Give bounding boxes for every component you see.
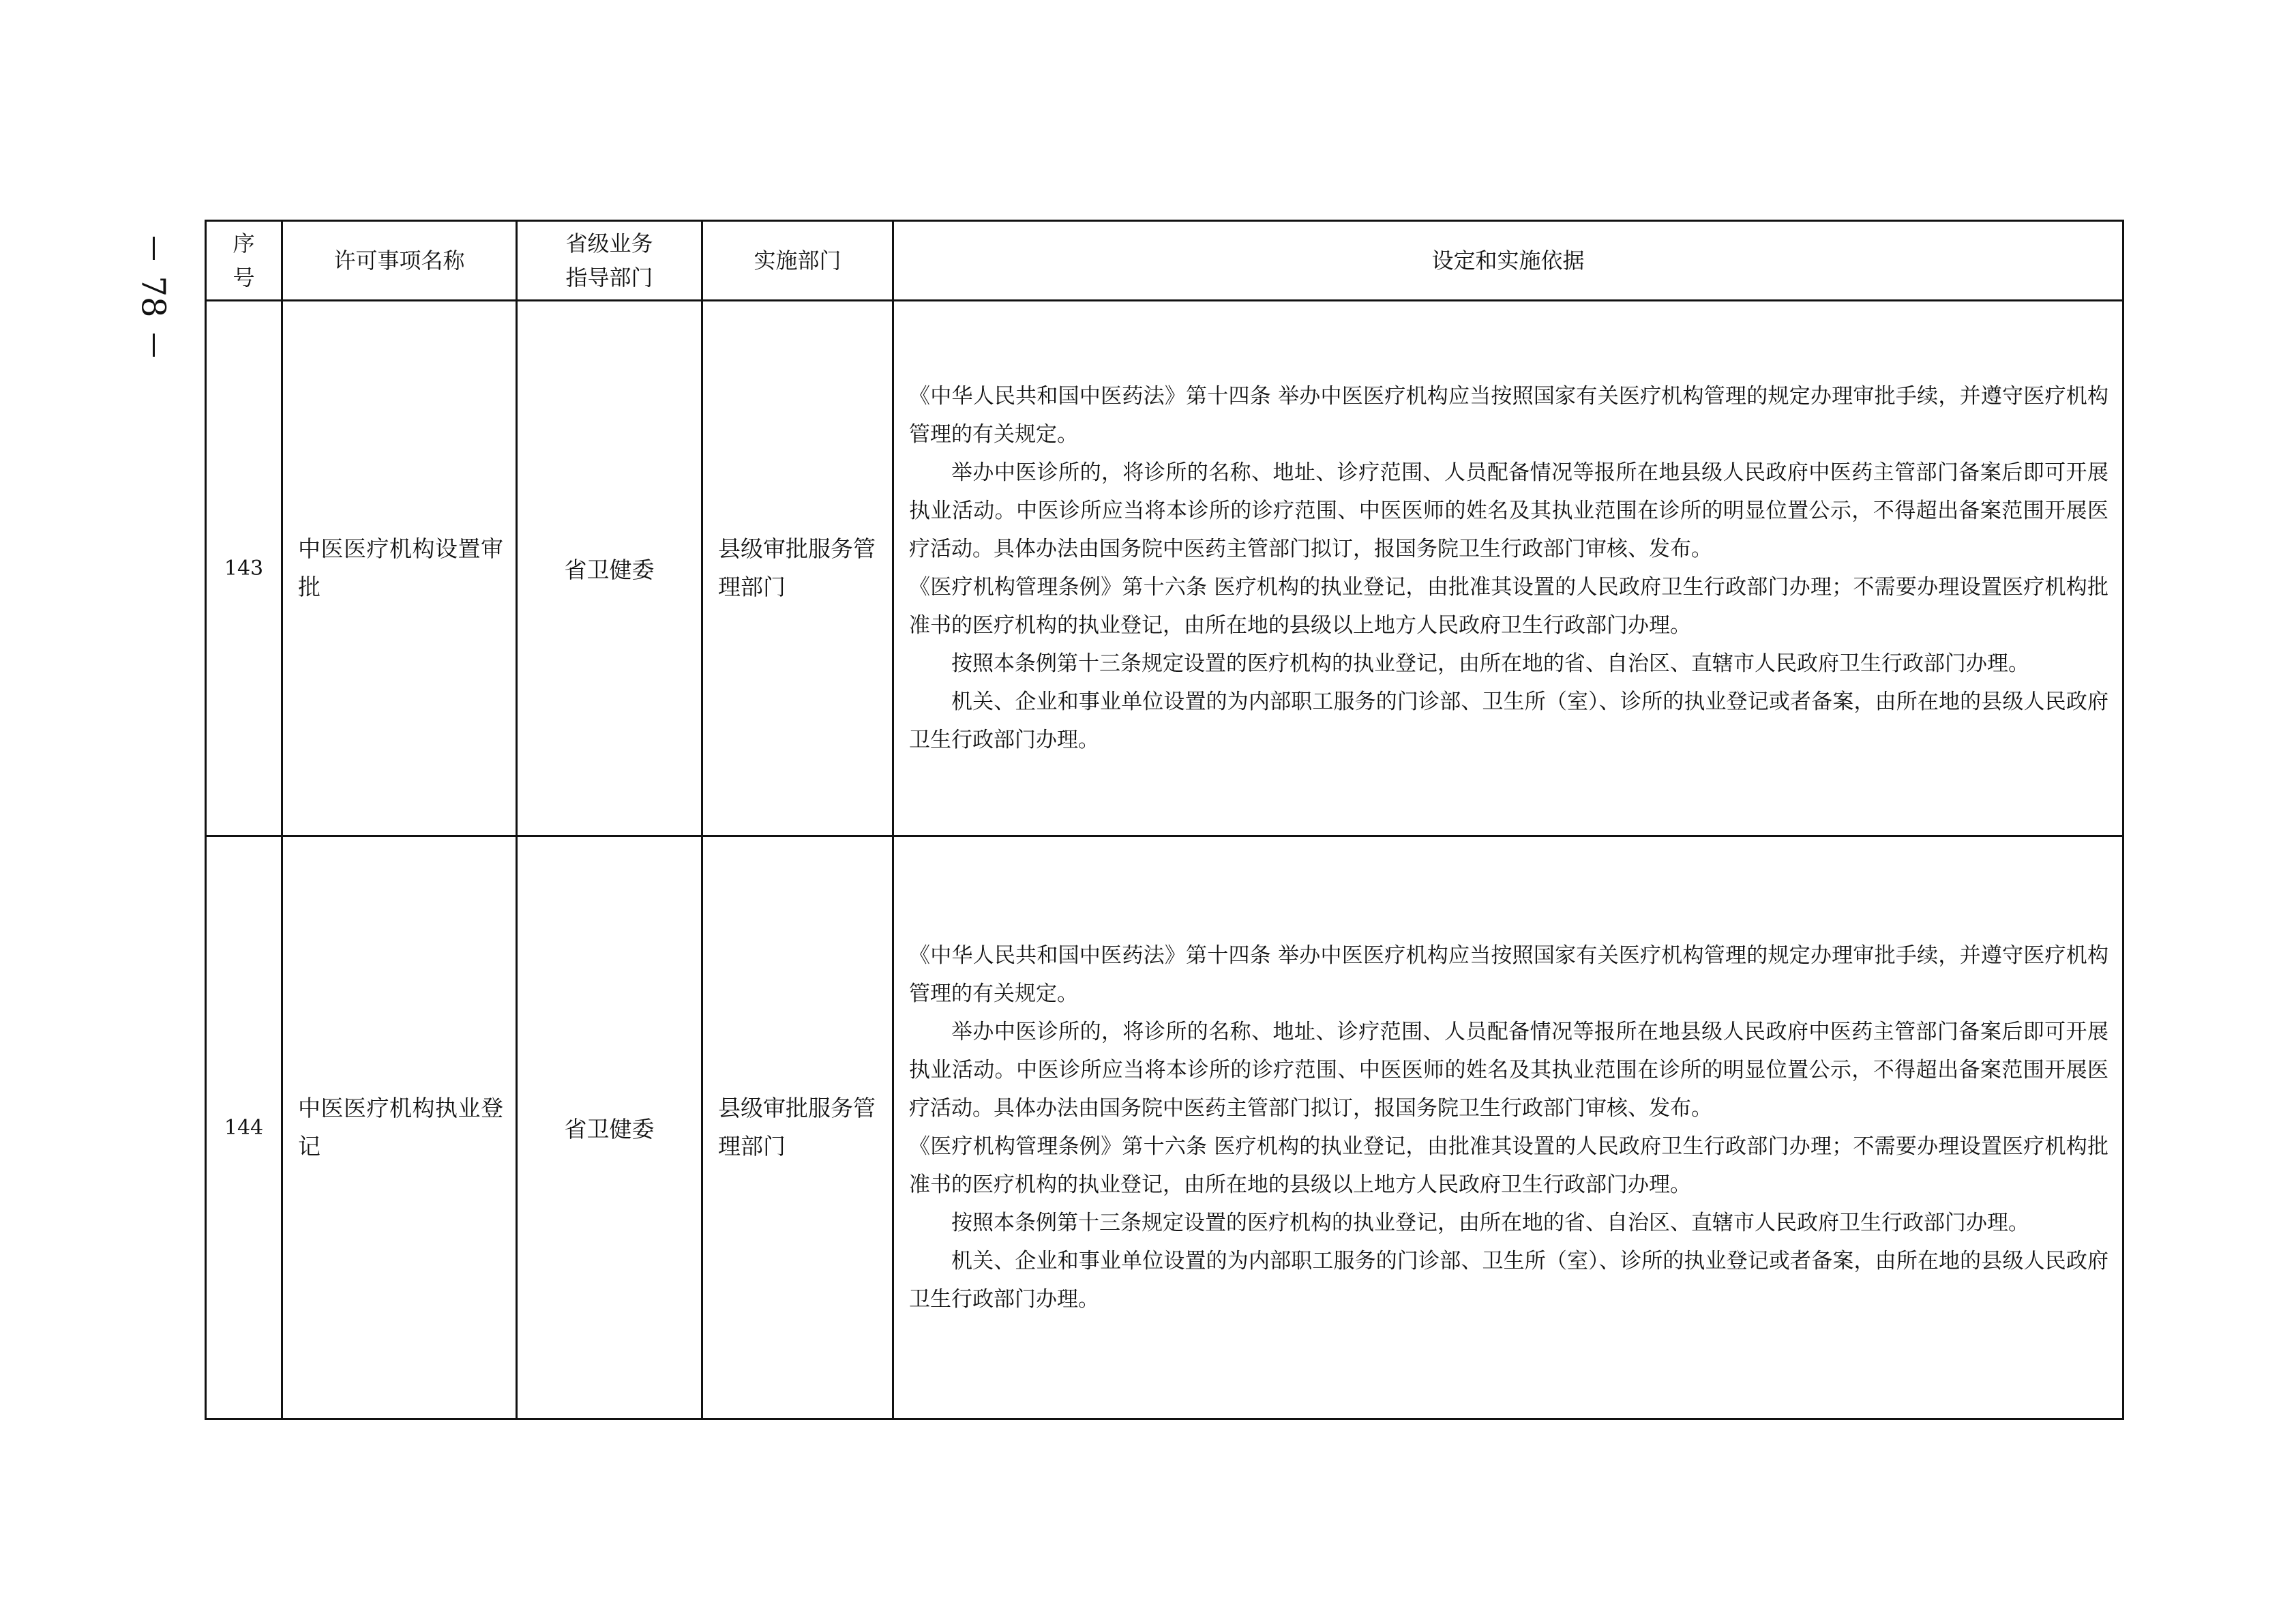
cell-impl-dept: 县级审批服务管理部门 xyxy=(702,836,893,1419)
cell-permit-name: 中医医疗机构执业登记 xyxy=(282,836,517,1419)
header-guide-dept-line2: 指导部门 xyxy=(565,265,653,291)
page-number-dash-bottom xyxy=(153,334,155,357)
cell-basis xyxy=(893,836,2123,1419)
cell-seq: 143 xyxy=(206,301,282,836)
header-impl-dept: 实施部门 xyxy=(702,221,893,301)
table-row xyxy=(206,301,2123,836)
cell-guide-dept: 省卫健委 xyxy=(517,836,702,1419)
header-guide-dept xyxy=(517,221,702,301)
cell-permit-name: 中医医疗机构设置审批 xyxy=(282,301,517,836)
basis-paragraph: 按照本条例第十三条规定设置的医疗机构的执业登记，由所在地的省、自治区、直辖市人民政府卫生行政部门办理。 xyxy=(951,651,2029,676)
header-name: 许可事项名称 xyxy=(282,221,517,301)
page-number-dash-top xyxy=(153,237,155,260)
basis-paragraph: 《医疗机构管理条例》第十六条 医疗机构的执业登记，由批准其设置的人民政府卫生行政部门办理；不需要办理设置医疗机构批准书的医疗机构的执业登记，由所在地的县级以上地方人民政府卫生行政部门办理。 xyxy=(909,575,2108,638)
page-number-text: 78 xyxy=(134,276,173,318)
header-row xyxy=(206,221,2123,301)
basis-paragraph: 举办中医诊所的，将诊所的名称、地址、诊疗范围、人员配备情况等报所在地县级人民政府中医药主管部门备案后即可开展执业活动。中医诊所应当将本诊所的诊疗范围、中医医师的姓名及其执业范围在诊所的明显位置公示，不得超出备案范围开展医疗活动。具体办法由国务院中医药主管部门拟订，报国务院卫生行政部门审核、发布。 xyxy=(909,460,2108,561)
basis-paragraph: 举办中医诊所的，将诊所的名称、地址、诊疗范围、人员配备情况等报所在地县级人民政府中医药主管部门备案后即可开展执业活动。中医诊所应当将本诊所的诊疗范围、中医医师的姓名及其执业范围在诊所的明显位置公示，不得超出备案范围开展医疗活动。具体办法由国务院中医药主管部门拟订，报国务院卫生行政部门审核、发布。 xyxy=(909,1020,2108,1121)
basis-paragraph: 《中华人民共和国中医药法》第十四条 举办中医医疗机构应当按照国家有关医疗机构管理的规定办理审批手续，并遵守医疗机构管理的有关规定。 xyxy=(909,943,2108,1006)
basis-paragraph: 《中华人民共和国中医药法》第十四条 举办中医医疗机构应当按照国家有关医疗机构管理的规定办理审批手续，并遵守医疗机构管理的有关规定。 xyxy=(909,384,2108,447)
permit-table xyxy=(205,220,2124,1420)
header-guide-dept-line1: 省级业务 xyxy=(565,231,653,256)
cell-basis xyxy=(893,301,2123,836)
basis-paragraph: 机关、企业和事业单位设置的为内部职工服务的门诊部、卫生所（室）、诊所的执业登记或者备案，由所在地的县级人民政府卫生行政部门办理。 xyxy=(909,1249,2108,1312)
basis-paragraph: 按照本条例第十三条规定设置的医疗机构的执业登记，由所在地的省、自治区、直辖市人民政府卫生行政部门办理。 xyxy=(951,1211,2029,1235)
basis-paragraph: 《医疗机构管理条例》第十六条 医疗机构的执业登记，由批准其设置的人民政府卫生行政部门办理；不需要办理设置医疗机构批准书的医疗机构的执业登记，由所在地的县级以上地方人民政府卫生行政部门办理。 xyxy=(909,1134,2108,1197)
table-row xyxy=(206,836,2123,1419)
cell-impl-dept: 县级审批服务管理部门 xyxy=(702,301,893,836)
page-number xyxy=(130,218,177,375)
cell-guide-dept: 省卫健委 xyxy=(517,301,702,836)
header-basis: 设定和实施依据 xyxy=(893,221,2123,301)
basis-paragraph: 机关、企业和事业单位设置的为内部职工服务的门诊部、卫生所（室）、诊所的执业登记或者备案，由所在地的县级人民政府卫生行政部门办理。 xyxy=(909,690,2108,752)
cell-seq: 144 xyxy=(206,836,282,1419)
header-seq: 序号 xyxy=(206,221,282,301)
